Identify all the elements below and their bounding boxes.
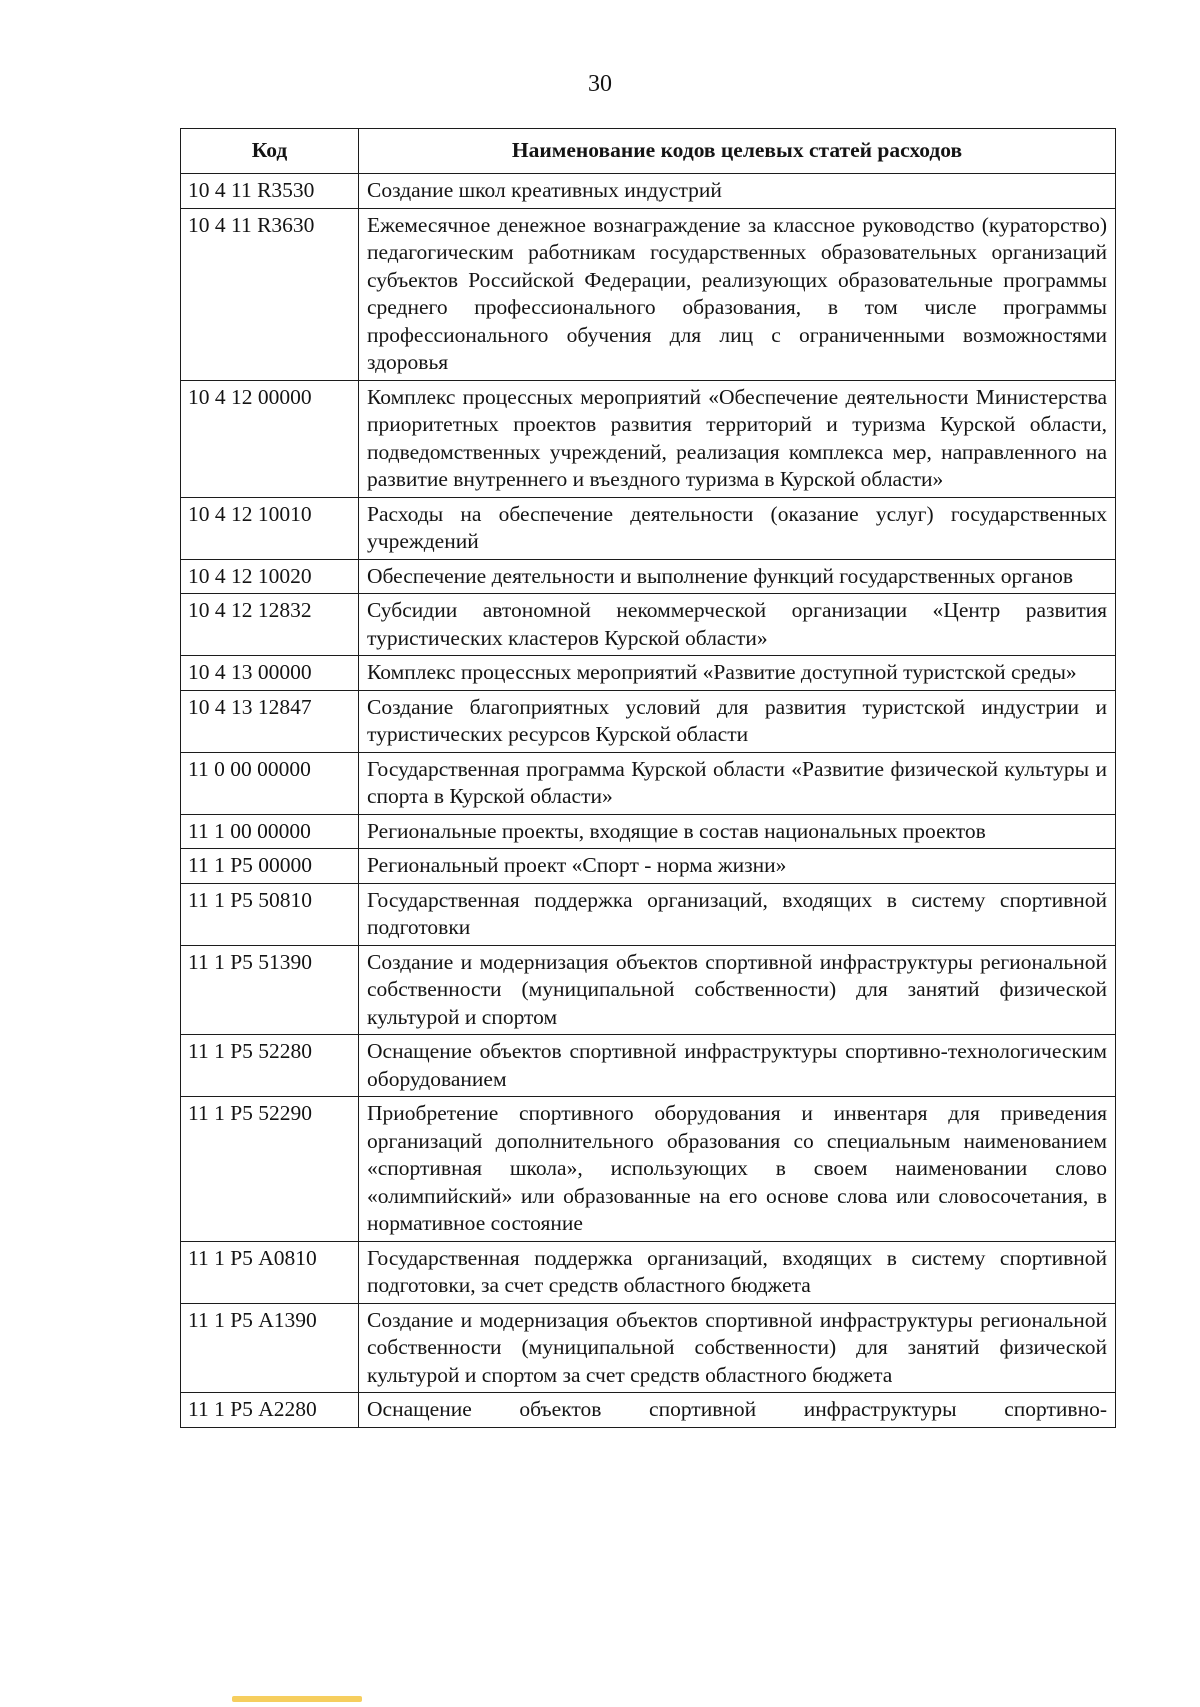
row-name: Региональный проект «Спорт - норма жизни»	[359, 849, 1116, 884]
scan-highlight-mark	[232, 1696, 362, 1702]
column-header-code: Код	[181, 129, 359, 174]
row-name: Создание школ креативных индустрий	[359, 174, 1116, 209]
row-code: 10 4 13 00000	[181, 656, 359, 691]
table-row	[181, 174, 1116, 209]
row-name: Государственная поддержка организаций, входящих в систему спортивной подготовки, за счет средств областного бюджета	[359, 1241, 1116, 1303]
table-row	[181, 883, 1116, 945]
table-row	[181, 497, 1116, 559]
row-code: 10 4 11 R3630	[181, 208, 359, 380]
table-row	[181, 1393, 1116, 1428]
row-code: 11 1 Р5 А1390	[181, 1303, 359, 1393]
row-code: 10 4 11 R3530	[181, 174, 359, 209]
row-name: Государственная программа Курской области «Развитие физической культуры и спорта в Курской области»	[359, 752, 1116, 814]
row-code: 10 4 13 12847	[181, 690, 359, 752]
row-name: Создание и модернизация объектов спортивной инфраструктуры региональной собственности (муниципальной собственности) для занятий физической культурой и спортом за счет средств областного бюджета	[359, 1303, 1116, 1393]
table-row	[181, 656, 1116, 691]
row-code: 11 1 Р5 А2280	[181, 1393, 359, 1428]
row-name: Оснащение объектов спортивной инфраструктуры спортивно-	[359, 1393, 1116, 1428]
row-code: 10 4 12 10020	[181, 559, 359, 594]
row-name: Государственная поддержка организаций, входящих в систему спортивной подготовки	[359, 883, 1116, 945]
row-name: Комплекс процессных мероприятий «Развитие доступной туристской среды»	[359, 656, 1116, 691]
table-header-row	[181, 129, 1116, 174]
table-row	[181, 208, 1116, 380]
column-header-name: Наименование кодов целевых статей расходов	[359, 129, 1116, 174]
table-row	[181, 849, 1116, 884]
row-name: Оснащение объектов спортивной инфраструктуры спортивно-технологическим оборудованием	[359, 1035, 1116, 1097]
row-code: 11 1 Р5 50810	[181, 883, 359, 945]
table-row	[181, 380, 1116, 497]
row-code: 11 1 Р5 А0810	[181, 1241, 359, 1303]
table-row	[181, 1303, 1116, 1393]
row-code: 11 1 Р5 52290	[181, 1097, 359, 1242]
row-code: 11 1 Р5 00000	[181, 849, 359, 884]
table-row	[181, 752, 1116, 814]
row-name: Расходы на обеспечение деятельности (оказание услуг) государственных учреждений	[359, 497, 1116, 559]
table-row	[181, 559, 1116, 594]
page-number: 30	[588, 71, 612, 97]
row-name: Создание и модернизация объектов спортивной инфраструктуры региональной собственности (муниципальной собственности) для занятий физической культурой и спортом	[359, 945, 1116, 1035]
row-code: 11 1 Р5 52280	[181, 1035, 359, 1097]
row-code: 10 4 12 12832	[181, 594, 359, 656]
table-row	[181, 690, 1116, 752]
row-name: Приобретение спортивного оборудования и инвентаря для приведения организаций дополнительного образования со специальным наименованием «спортивная школа», использующих в своем наименовании слово «олимпийский» или образованные на его основе слова или словосочетания, в нормативное состояние	[359, 1097, 1116, 1242]
row-name: Создание благоприятных условий для развития туристской индустрии и туристических ресурсов Курской области	[359, 690, 1116, 752]
table-row	[181, 1035, 1116, 1097]
row-code: 11 1 00 00000	[181, 814, 359, 849]
row-name: Комплекс процессных мероприятий «Обеспечение деятельности Министерства приоритетных проектов развития территорий и туризма Курской области, подведомственных учреждений, реализация комплекса мер, направленного на развитие внутреннего и въездного туризма в Курской области»	[359, 380, 1116, 497]
row-name: Региональные проекты, входящие в состав национальных проектов	[359, 814, 1116, 849]
row-code: 10 4 12 10010	[181, 497, 359, 559]
row-code: 11 1 Р5 51390	[181, 945, 359, 1035]
row-code: 10 4 12 00000	[181, 380, 359, 497]
row-code: 11 0 00 00000	[181, 752, 359, 814]
table-row	[181, 1097, 1116, 1242]
row-name: Субсидии автономной некоммерческой организации «Центр развития туристических кластеров Курской области»	[359, 594, 1116, 656]
table-row	[181, 945, 1116, 1035]
table-row	[181, 814, 1116, 849]
target-expense-codes-table	[180, 128, 1116, 1428]
table-row	[181, 1241, 1116, 1303]
table-row	[181, 594, 1116, 656]
row-name: Обеспечение деятельности и выполнение функций государственных органов	[359, 559, 1116, 594]
row-name: Ежемесячное денежное вознаграждение за классное руководство (кураторство) педагогическим работникам государственных образовательных организаций субъектов Российской Федерации, реализующих образовательные программы среднего профессионального образования, в том числе программы профессионального обучения для лиц с ограниченными возможностями здоровья	[359, 208, 1116, 380]
